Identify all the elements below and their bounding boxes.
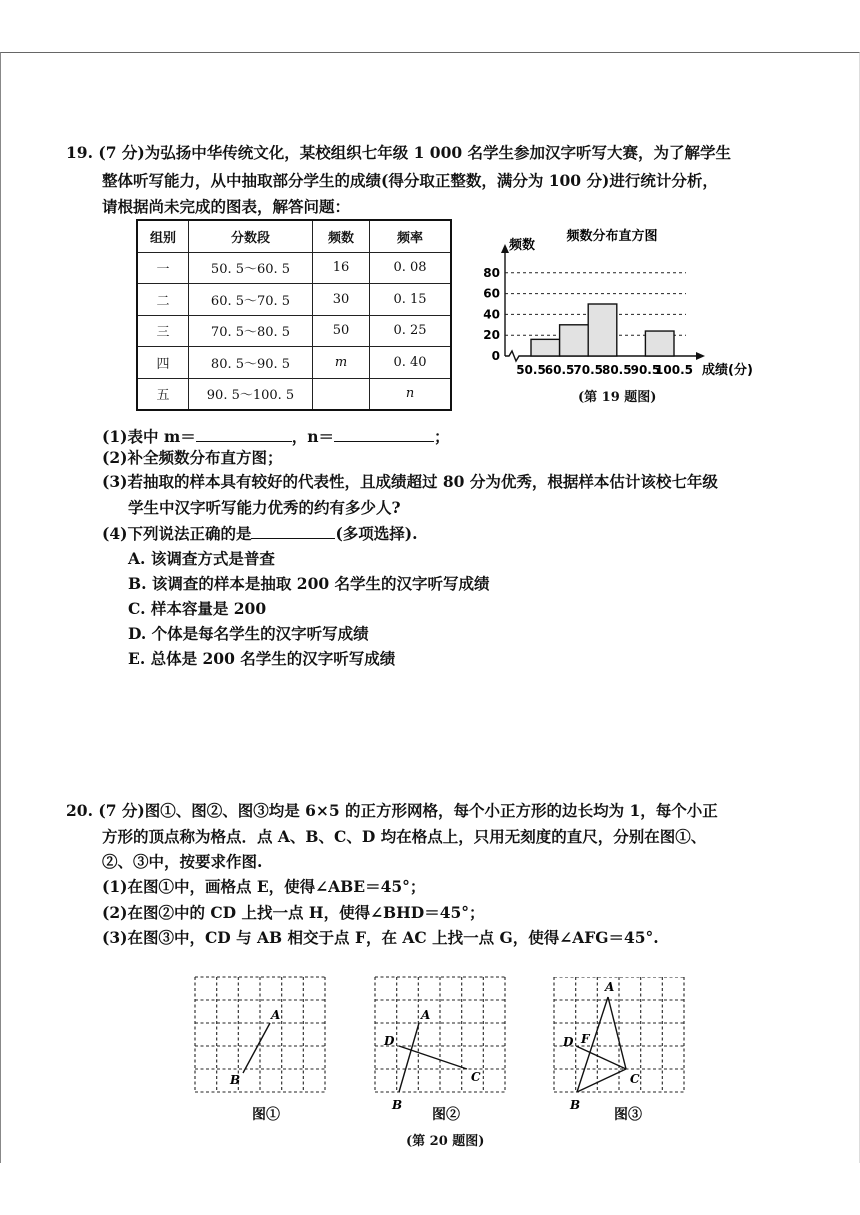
q20-part1: (1)在图①中，画格点 E，使得∠ABE＝45°； (102, 877, 426, 896)
q20-part2: (2)在图②中的 CD 上找一点 H，使得∠BHD＝45°； (102, 903, 485, 922)
segment-ab (243, 1023, 270, 1073)
option-c: C. 样本容量是 200 (128, 599, 267, 618)
table-cell: 一 (137, 252, 189, 284)
fig-label-2: 图② (432, 1107, 460, 1123)
table-cell: 0. 15 (370, 284, 452, 316)
answer-blank-n[interactable] (334, 425, 434, 442)
q19-part1 (102, 425, 450, 448)
x-axis-arrow (696, 352, 705, 360)
q20-line3: ②、③中，按要求作图. (102, 852, 263, 871)
histogram-bar (560, 325, 589, 356)
table-row (137, 347, 451, 379)
part4-end: (多项选择). (335, 524, 418, 543)
q20-line1: 20. (7 分)图①、图②、图③均是 6×5 的正方形网格，每个小正方形的边长均为 1，每个小正 (66, 801, 718, 820)
table-row (137, 315, 451, 347)
table-cell: 50. 5～60. 5 (189, 252, 313, 284)
header-cell: 频数 (313, 220, 370, 252)
y-tick-label: 80 (483, 265, 500, 280)
label-a: A (271, 1008, 281, 1022)
x-tick-label: 80.5 (601, 363, 632, 377)
label-a: A (421, 1008, 431, 1022)
option-d: D. 个体是每名学生的汉字听写成绩 (128, 624, 369, 643)
table-cell: 三 (137, 315, 189, 347)
y-axis-arrow (501, 244, 509, 253)
table-cell: 70. 5～80. 5 (189, 315, 313, 347)
q19-line1: 19. (7 分)为弘扬中华传统文化，某校组织七年级 1 000 名学生参加汉字听写大赛，为了解学生 (66, 143, 732, 162)
header-cell: 组别 (137, 220, 189, 252)
part1-label-m: (1)表中 m＝ (102, 427, 196, 446)
table-cell: 0. 40 (370, 347, 452, 379)
table-cell: m (313, 347, 370, 379)
grid-figure-2 (375, 977, 505, 1112)
table-cell: 五 (137, 378, 189, 410)
answer-blank-choice[interactable] (251, 522, 335, 539)
segment-ac (608, 997, 626, 1069)
x-tick-label: 60.5 (544, 363, 575, 377)
header-cell: 分数段 (189, 220, 313, 252)
x-axis-label: 成绩(分) (702, 363, 753, 378)
part4-label: (4)下列说法正确的是 (102, 524, 252, 543)
table-cell: 0. 25 (370, 315, 452, 347)
header-cell: 频率 (370, 220, 452, 252)
table-cell: 80. 5～90. 5 (189, 347, 313, 379)
label-c: C (630, 1072, 640, 1086)
q20-figure-caption: (第 20 题图) (406, 1134, 485, 1149)
table-header-row (137, 220, 451, 252)
histogram-bar (645, 331, 674, 356)
frequency-table (136, 219, 452, 411)
answer-blank-m[interactable] (196, 425, 292, 442)
table-cell: 50 (313, 315, 370, 347)
grid-figures (190, 970, 550, 1122)
histogram-bar (531, 339, 560, 356)
x-tick-label: 90.5 (630, 363, 661, 377)
x-tick-label: 100.5 (655, 363, 693, 377)
grid-figure-3 (552, 977, 702, 1117)
table-cell: 16 (313, 252, 370, 284)
label-d: D (384, 1034, 395, 1048)
fig-label-1: 图① (252, 1107, 280, 1123)
q19-figure-caption: (第 19 题图) (578, 390, 657, 405)
y-tick-label: 0 (491, 349, 500, 363)
table-cell: 30 (313, 284, 370, 316)
q19-part2: (2)补全频数分布直方图； (102, 448, 283, 467)
histogram-bar (588, 304, 617, 356)
y-tick-label: 60 (483, 286, 500, 301)
segment-ab (399, 1023, 419, 1092)
part1-label-n: ，n＝ (291, 427, 335, 446)
label-b: B (230, 1073, 241, 1087)
label-b: B (392, 1098, 403, 1112)
grid-figure-1 (195, 977, 325, 1092)
label-a: A (605, 980, 615, 994)
chart-title: 频数分布直方图 (566, 229, 658, 244)
option-a: A. 该调查方式是普查 (128, 549, 275, 568)
q19-line3: 请根据尚未完成的图表，解答问题： (102, 197, 351, 216)
q20-line2: 方形的顶点称为格点．点 A、B、C、D 均在格点上，只用无刻度的直尺，分别在图①、 (102, 827, 707, 846)
table-cell: 二 (137, 284, 189, 316)
q20-part3: (3)在图③中，CD 与 AB 相交于点 F，在 AC 上找一点 G，使得∠AFG＝45°. (102, 928, 659, 947)
x-tick-label: 70.5 (573, 363, 604, 377)
y-tick-label: 20 (483, 328, 500, 343)
table-cell (313, 378, 370, 410)
table-cell: n (370, 378, 452, 410)
table-cell: 四 (137, 347, 189, 379)
table-row (137, 284, 451, 316)
q19-line2: 整体听写能力，从中抽取部分学生的成绩(得分取正整数，满分为 100 分)进行统计分析， (102, 171, 718, 190)
fig-label-3: 图③ (614, 1107, 642, 1123)
q19-part3-line1: (3)若抽取的样本具有较好的代表性，且成绩超过 80 分为优秀，根据样本估计该校七年级 (102, 472, 718, 491)
q19-part3-line2: 学生中汉字听写能力优秀的约有多少人? (128, 498, 401, 517)
label-f: F (581, 1032, 590, 1046)
frequency-histogram (476, 222, 776, 412)
label-c: C (471, 1070, 481, 1084)
label-d: D (563, 1035, 574, 1049)
table-cell: 90. 5～100. 5 (189, 378, 313, 410)
table-row (137, 252, 451, 284)
table-row (137, 378, 451, 410)
y-axis-label: 频数 (509, 238, 536, 253)
q19-part4 (102, 522, 418, 545)
x-tick-label: 50.5 (516, 363, 546, 377)
table-cell: 0. 08 (370, 252, 452, 284)
option-b: B. 该调查的样本是抽取 200 名学生的汉字听写成绩 (128, 574, 490, 593)
part1-end: ； (434, 427, 450, 446)
table-cell: 60. 5～70. 5 (189, 284, 313, 316)
option-e: E. 总体是 200 名学生的汉字听写成绩 (128, 649, 396, 668)
y-tick-label: 40 (483, 307, 500, 322)
label-b: B (570, 1098, 581, 1112)
